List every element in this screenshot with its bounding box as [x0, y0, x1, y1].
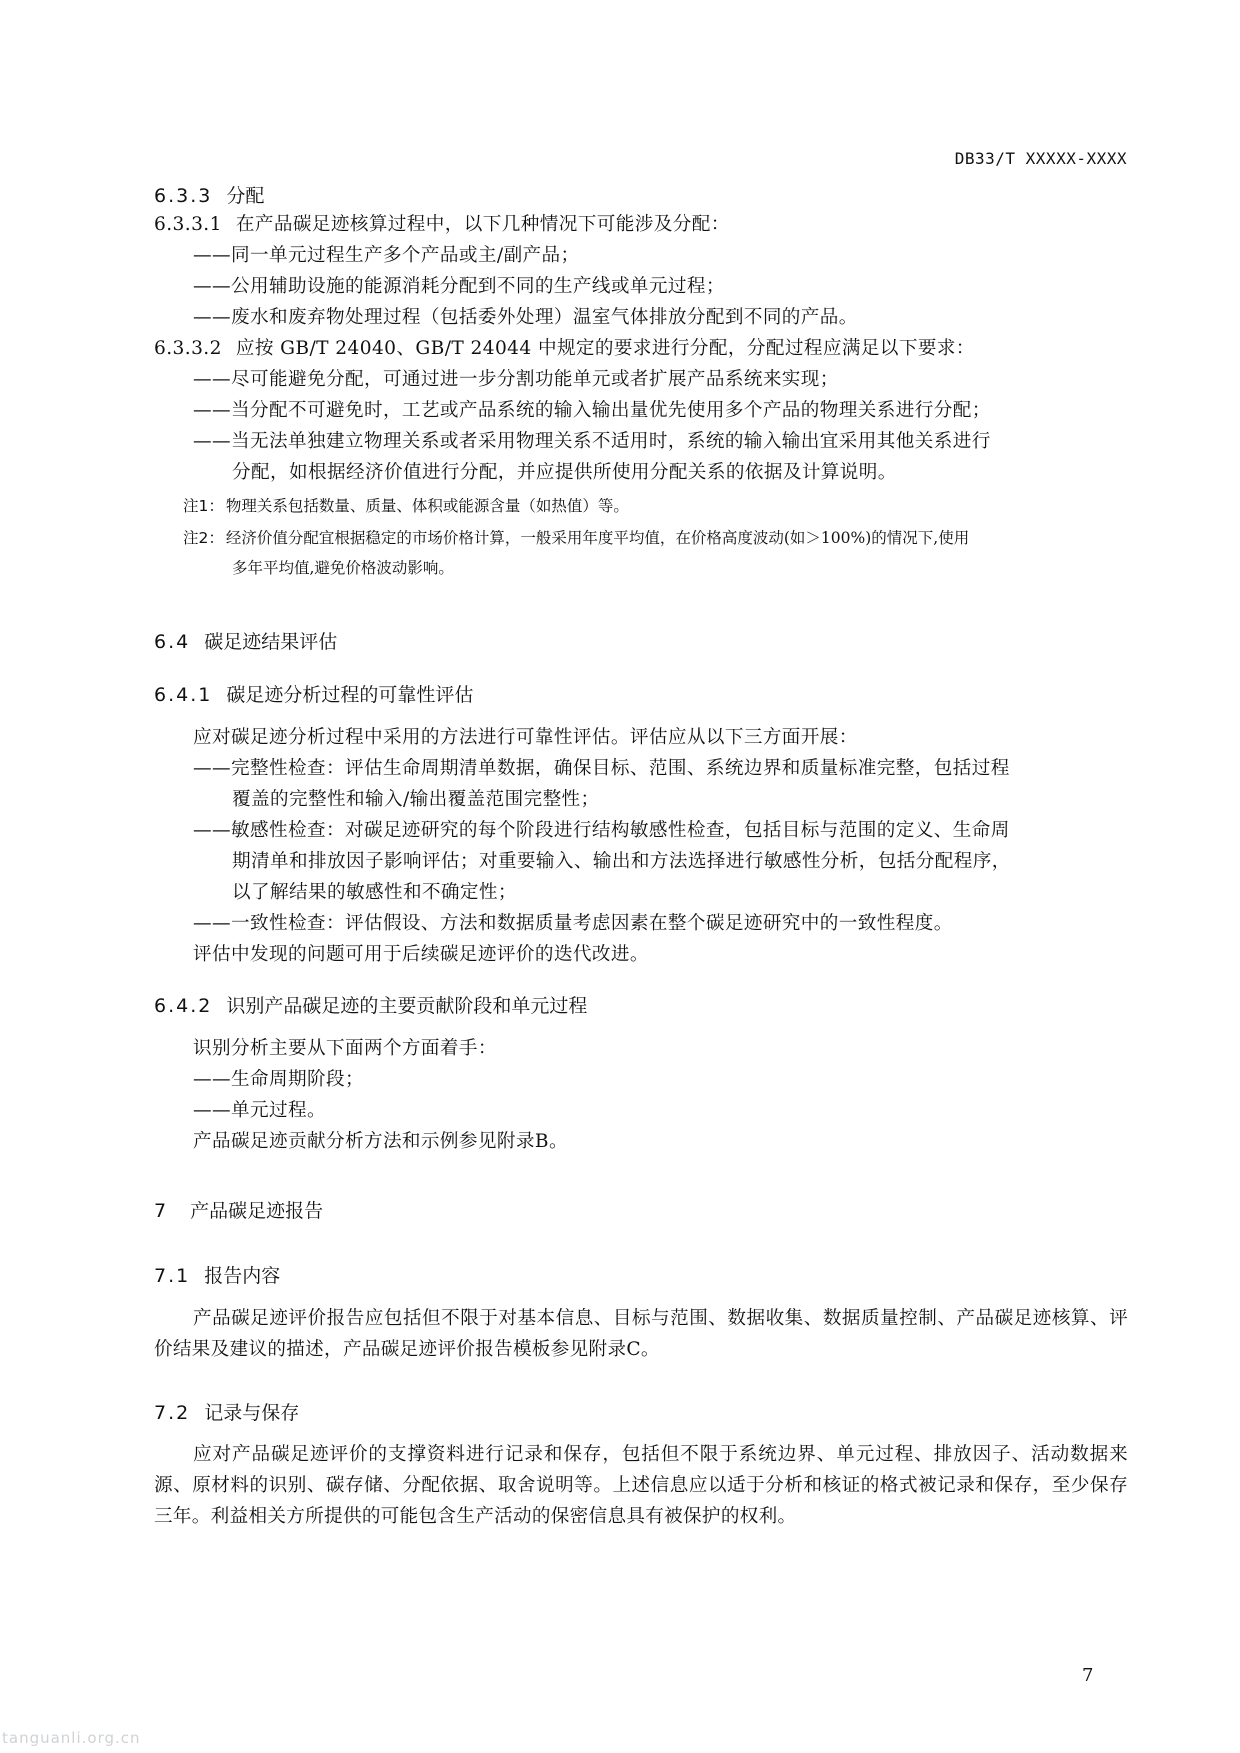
note-text: 物理关系包括数量、质量、体积或能源含量（如热值）等。 [225, 497, 629, 515]
note-text: 经济价值分配宜根据稳定的市场价格计算，一般采用年度平均值，在价格高度波动(如＞100%)的情况下,使用 [225, 529, 970, 547]
section-title: 识别产品碳足迹的主要贡献阶段和单元过程 [226, 995, 588, 1017]
document-code: DB33/T XXXXX-XXXX [954, 149, 1127, 168]
list-item: ——完整性检查：评估生命周期清单数据，确保目标、范围、系统边界和质量标准完整，包括过程 [193, 758, 1010, 779]
section-title: 产品碳足迹报告 [190, 1200, 324, 1222]
list-item: ——单元过程。 [193, 1100, 326, 1121]
list-item: ——当分配不可避免时，工艺或产品系统的输入输出量优先使用多个产品的物理关系进行分配； [193, 400, 991, 421]
section-6-4-1-heading [154, 680, 473, 707]
section-title: 碳足迹分析过程的可靠性评估 [226, 684, 474, 706]
paragraph-line: 评估中发现的问题可用于后续碳足迹评价的迭代改进。 [193, 944, 649, 965]
section-number: 7 [154, 1200, 169, 1222]
section-6-4-2-heading [154, 991, 587, 1018]
list-item: ——公用辅助设施的能源消耗分配到不同的生产线或单元过程； [193, 276, 725, 297]
watermark: tanguanli.org.cn [2, 1729, 141, 1747]
section-number: 7.1 [154, 1265, 191, 1287]
section-7-1-heading [154, 1261, 280, 1288]
section-number: 6.4.2 [154, 995, 213, 1017]
list-item: ——同一单元过程生产多个产品或主/副产品； [193, 245, 580, 266]
clause-text: 应按 GB/T 24040、GB/T 24044 中规定的要求进行分配，分配过程应满足以下要求： [235, 338, 975, 359]
clause-6-3-3-2 [154, 334, 975, 364]
section-number: 6.3.3 [154, 185, 213, 207]
section-number: 6.4 [154, 631, 191, 653]
note-2-continuation: 多年平均值,避免价格波动影响。 [232, 559, 454, 577]
section-title: 记录与保存 [204, 1402, 300, 1424]
list-item: ——尽可能避免分配，可通过进一步分割功能单元或者扩展产品系统来实现； [193, 369, 839, 390]
note-label: 注1： [183, 497, 224, 515]
paragraph-line: 产品碳足迹贡献分析方法和示例参见附录B。 [193, 1131, 568, 1152]
list-item-continuation: 以了解结果的敏感性和不确定性； [232, 882, 517, 903]
list-item: ——当无法单独建立物理关系或者采用物理关系不适用时，系统的输入输出宜采用其他关系进行 [193, 431, 991, 452]
list-item: ——生命周期阶段； [193, 1069, 364, 1090]
list-item-continuation: 覆盖的完整性和输入/输出覆盖范围完整性； [232, 789, 600, 810]
list-item: ——一致性检查：评估假设、方法和数据质量考虑因素在整个碳足迹研究中的一致性程度。 [193, 913, 953, 934]
section-7-2-heading [154, 1398, 299, 1425]
list-item: ——废水和废弃物处理过程（包括委外处理）温室气体排放分配到不同的产品。 [193, 307, 858, 328]
clause-6-3-3-1 [154, 210, 730, 240]
note-2 [183, 523, 969, 553]
list-item: ——敏感性检查：对碳足迹研究的每个阶段进行结构敏感性检查，包括目标与范围的定义、生命周 [193, 820, 1010, 841]
clause-number: 6.3.3.2 [154, 338, 222, 359]
note-1 [183, 491, 629, 521]
section-7-1-paragraph: 产品碳足迹评价报告应包括但不限于对基本信息、目标与范围、数据收集、数据质量控制、产品碳足迹核算、评价结果及建议的描述，产品碳足迹评价报告模板参见附录C。 [154, 1308, 1128, 1360]
section-6-4-heading [154, 627, 337, 654]
clause-number: 6.3.3.1 [154, 214, 222, 235]
section-number: 6.4.1 [154, 684, 213, 706]
section-7-heading [154, 1196, 323, 1223]
note-label: 注2： [183, 529, 224, 547]
section-6-3-3-heading [154, 181, 264, 208]
list-item-continuation: 期清单和排放因子影响评估；对重要输入、输出和方法选择进行敏感性分析，包括分配程序， [232, 851, 1011, 872]
list-item-continuation: 分配，如根据经济价值进行分配，并应提供所使用分配关系的依据及计算说明。 [232, 462, 897, 483]
clause-text: 在产品碳足迹核算过程中，以下几种情况下可能涉及分配： [235, 214, 730, 235]
section-title: 分配 [226, 185, 265, 207]
paragraph-line: 识别分析主要从下面两个方面着手： [193, 1038, 497, 1059]
section-number: 7.2 [154, 1402, 191, 1424]
section-7-2-paragraph: 应对产品碳足迹评价的支撑资料进行记录和保存，包括但不限于系统边界、单元过程、排放因子、活动数据来源、原材料的识别、碳存储、分配依据、取舍说明等。上述信息应以适于分析和核证的格式被记录和保存，至少保存三年。利益相关方所提供的可能包含生产活动的保密信息具有被保护的权利。 [154, 1444, 1128, 1527]
section-title: 碳足迹结果评估 [204, 631, 338, 653]
page-number: 7 [1082, 1665, 1094, 1686]
paragraph-line: 应对碳足迹分析过程中采用的方法进行可靠性评估。评估应从以下三方面开展： [193, 727, 858, 748]
section-title: 报告内容 [204, 1265, 281, 1287]
